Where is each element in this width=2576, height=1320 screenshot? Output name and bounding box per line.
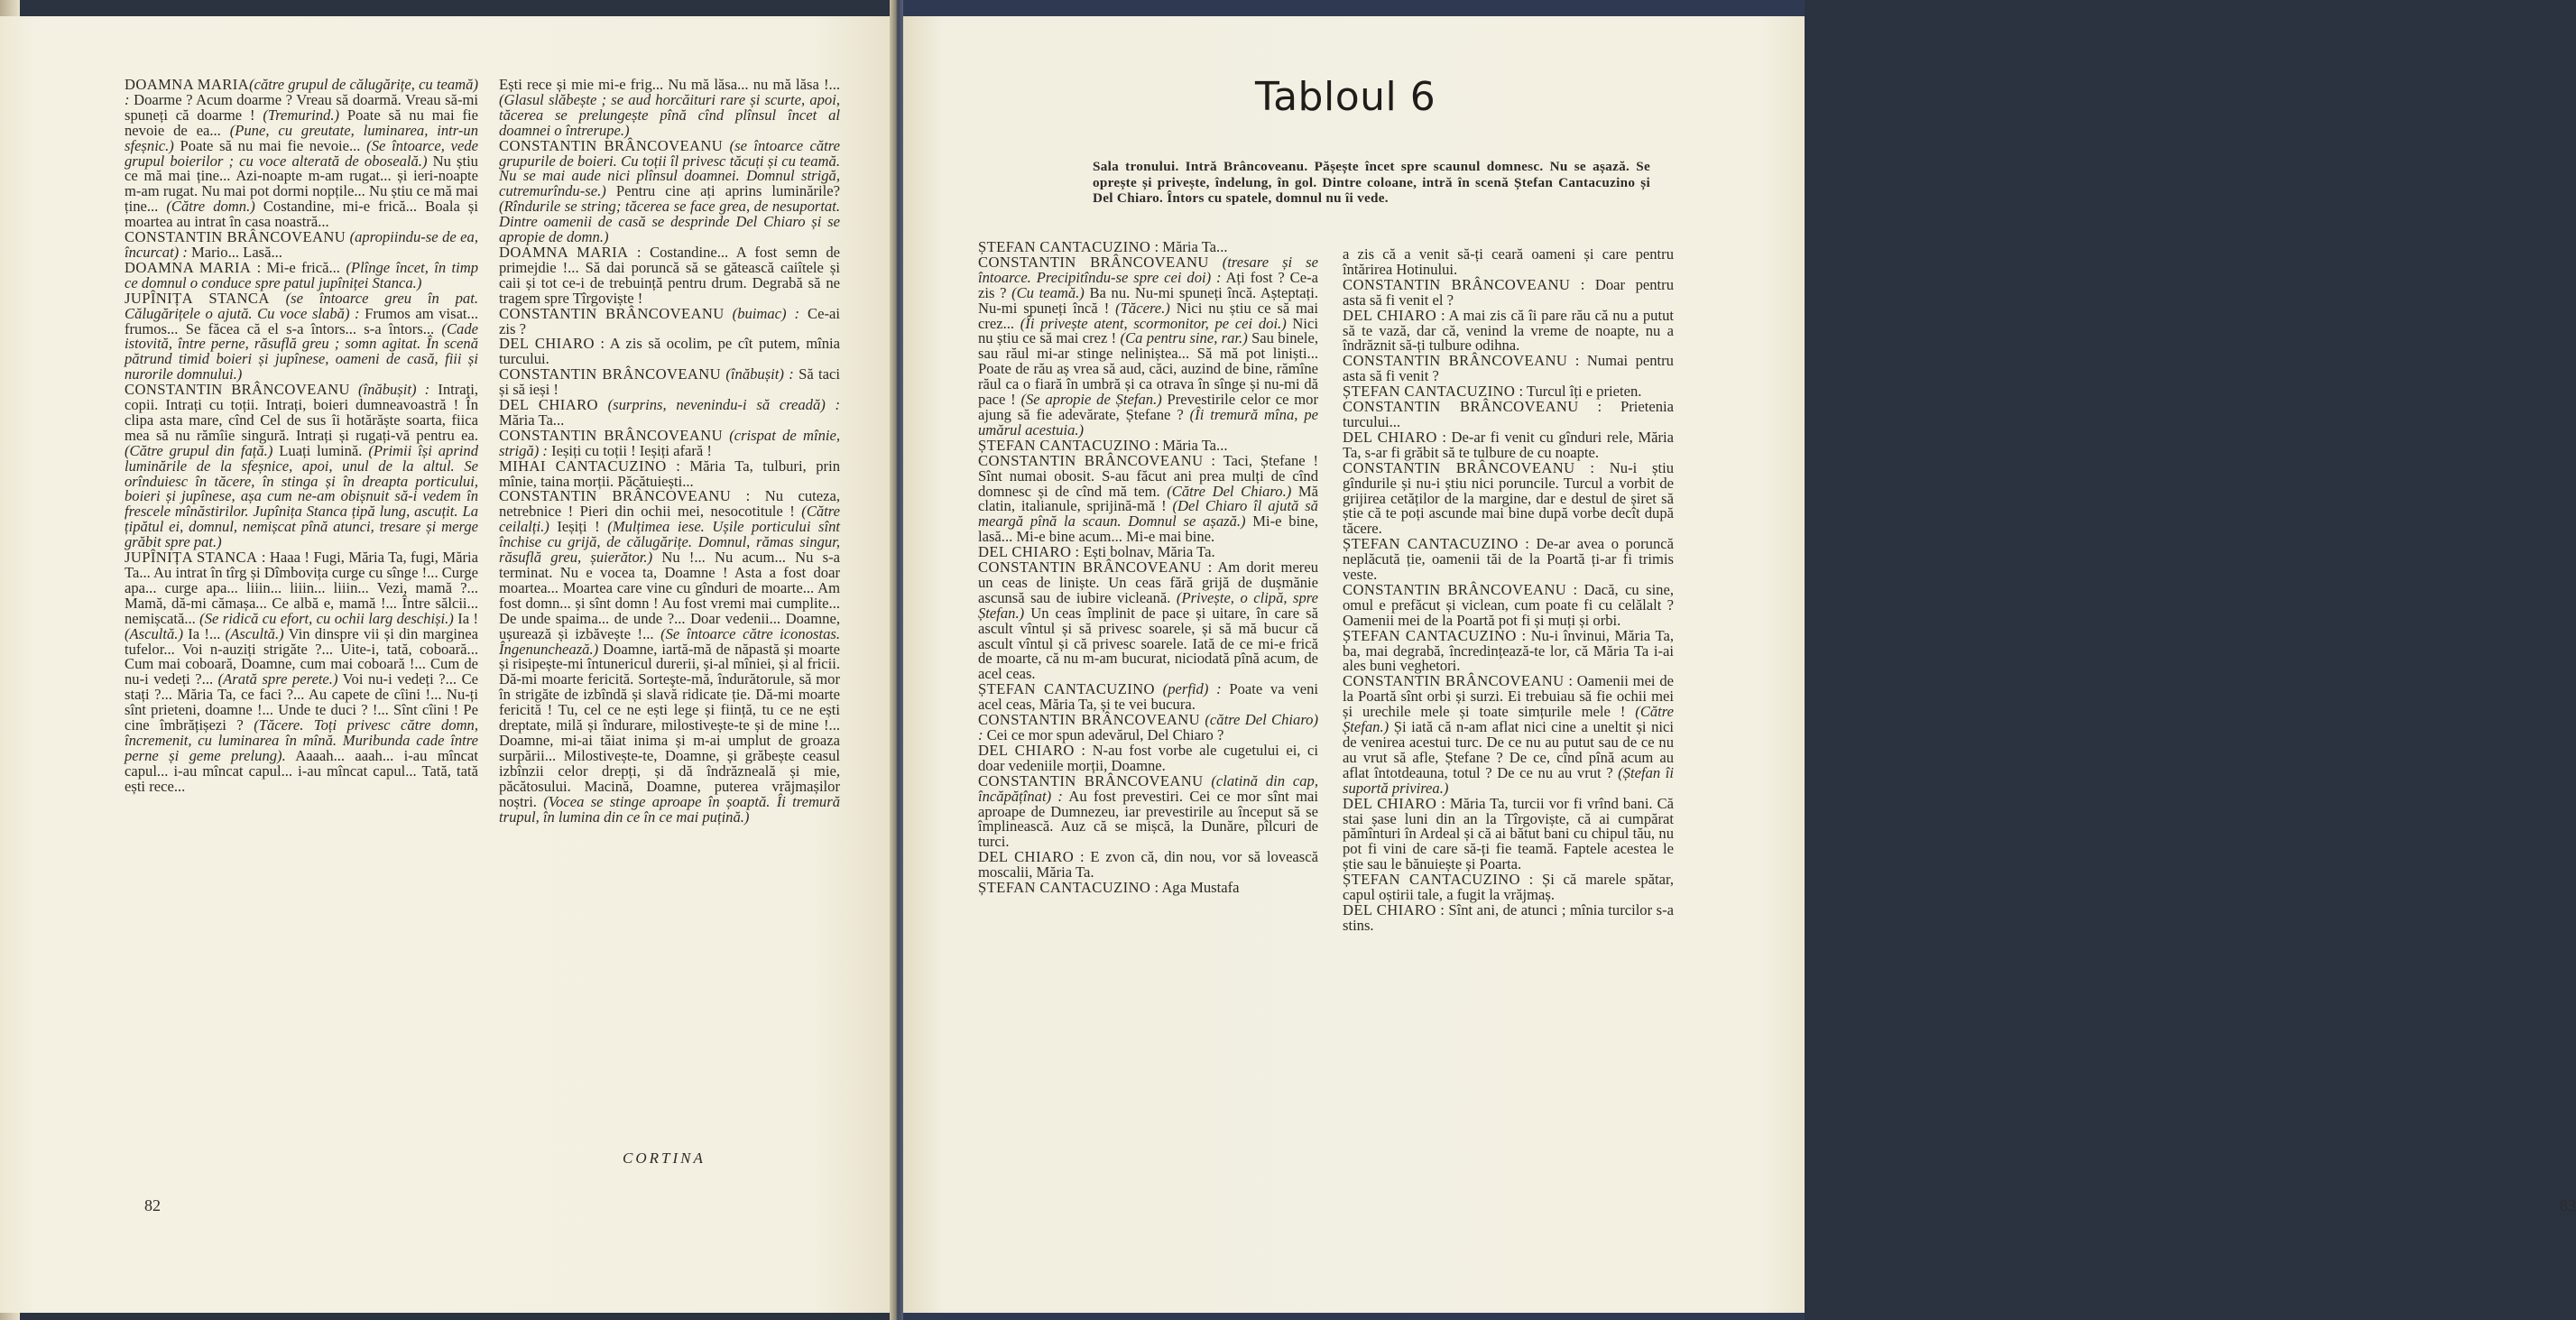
dialogue-paragraph [1343, 400, 1674, 430]
dialogue-paragraph [1343, 872, 1674, 903]
stage-direction: (Glasul slăbește ; se aud horcăituri rare și scurte, apoi, tăcerea se prelungește pînă cînd plînsul încet al doamnei o întrerupe.) [499, 90, 840, 139]
dialogue-text: : Mi-e frică... [251, 258, 340, 276]
dialogue-text: : N-au fost vorbe ale cugetului ei, ci doar vedeniile morții, Doamne. [978, 741, 1318, 774]
stage-direction: (Se întoarce, vede grupul boierilor ; cu voce alterată de oboseală.) [125, 136, 478, 170]
dialogue-text: Ieșiți cu toții ! Ieșiți afară ! [547, 441, 712, 459]
stage-direction: (Ștefan îi suportă privirea.) [1343, 763, 1674, 797]
dialogue-text: : Oamenii mei de la Poartă sînt orbi și surzi. Ei trebuiau să fie ochii mei și urechile mele și toate simțurile mele ! [1343, 672, 1675, 721]
speaker-name: JUPÎNIȚA STANCA [125, 289, 270, 307]
speaker-name: CONSTANTIN BRÂNCOVEANU [499, 426, 723, 444]
dialogue-paragraph [978, 713, 1318, 743]
dialogue-paragraph [978, 743, 1318, 774]
dialogue-text: Un ceas împlinit de pace și uitare, în care să ascult vîntul și să privesc soarele, și să mă bucur că ascult vîntul și că privesc soarele. Iată de ce mi-e frică de moarte, că nu m-am bucurat, niciodată pînă acum, de acel ceas. [978, 604, 1318, 683]
dialogue-paragraph [1343, 900, 1674, 934]
speaker-name: CONSTANTIN BRÂNCOVEANU [978, 558, 1202, 577]
stage-direction: (Del Chiaro îl ajută să meargă pînă la scaun. Domnul se așază.) [978, 497, 1318, 531]
speaker-name: DOAMNA MARIA [125, 76, 250, 93]
dialogue-paragraph [125, 78, 478, 230]
dialogue-paragraph [499, 337, 840, 367]
dialogue-text: Aaaah... aaah... i-au mîncat capul... i-au mîncat capul... i-au mîncat capul... Tată, tată ești rece... [125, 746, 479, 795]
dialogue-text: Mi-e bine, lasă... Mi-e bine acum... Mi-e mai bine. [978, 512, 1318, 546]
speaker-name: CONSTANTIN BRÂNCOVEANU [1343, 672, 1565, 690]
stage-direction: (surprins, nevenindu-i să creadă) : [597, 396, 841, 414]
stage-direction: (Îi tremură mîna, pe umărul acestuia.) [978, 405, 1318, 438]
dialogue-text: : Măria Ta, turcii vor fi vrînd bani. Că stai șase luni din an la Tîrgoviște, că ai cumpărat pămînturi în Ardeal și că ai bătut bani cu chipul tău, nu pot fi vini de care să-ți fie teamă. Faptele acestea le știe sau le bănuiește și Poarta. [1343, 794, 1674, 873]
speaker-name: CONSTANTIN BRÂNCOVEANU [1343, 580, 1567, 598]
dialogue-text: : Haaa ! Fugi, Măria Ta, fugi, Măria Ta... Au intrat în tîrg și Dîmbovița curge cu sînge !... Curge apa... curge apa... liiin... liiin... liiin... Vezi, mamă ?... Mamă, dă-mi cămașa... Ce albă e, mamă !... Între sălcii... nemișcată... [125, 549, 478, 627]
dialogue-paragraph [1343, 430, 1674, 461]
scene-title: Tabloul 6 [1255, 74, 1436, 120]
dialogue-paragraph [499, 426, 840, 459]
dialogue-text: Nu !... Nu acum... Nu s-a terminat. Nu e vocea ta, Doamne ! Asta a fost doar moartea... Moartea care vine cu gînduri de moarte... Am fost domn... și sînt domn ! Au fost vremi mai cumplite... De unde spaima... de unde ?... Doar vedenii... Doamne, ușurează și izbăvește !... [499, 549, 840, 642]
dialogue-paragraph [499, 459, 840, 490]
dialogue-text: : De-ar fi venit cu gînduri rele, Măria Ta, s-ar fi grăbit să te tulbure de cu noapte. [1343, 428, 1674, 461]
stage-direction: (clatină din cap, încăpățînat) : [978, 771, 1318, 805]
speaker-name: CONSTANTIN BRÂNCOVEANU [1343, 352, 1568, 370]
page-number-right: 83 [2560, 1196, 2576, 1214]
dialogue-text: Poate va veni acel ceas, Măria Ta, și te vei bucura. [978, 680, 1318, 714]
stage-direction: (Arată spre perete.) [213, 670, 338, 688]
speaker-name: DEL CHIARO [978, 543, 1072, 561]
speaker-name: DEL CHIARO [978, 848, 1075, 866]
dialogue-text: Ați fost ? Ce-a zis ? [978, 268, 1318, 301]
dialogue-text: : Nu-i învinui, Măria Ta, ba, mai degrabă, încredințează-te lor, că Măria Ta i-ai ales buni veghetori. [1343, 626, 1674, 675]
dialogue-paragraph [1343, 306, 1674, 355]
dialogue-text: : Turcul îți e prieten. [1515, 383, 1642, 401]
right-page-column-2 [1343, 247, 1674, 934]
dialogue-text: : Taci, Ștefane ! Sînt numai obosit. S-au făcut ani prea mulți de cînd domnesc și de cînd mă tem. [978, 451, 1319, 500]
dialogue-paragraph [1343, 626, 1674, 675]
speaker-name: CONSTANTIN BRÂNCOVEANU [978, 451, 1204, 469]
stage-direction: (Privește, o clipă, spre Ștefan.) [978, 588, 1318, 622]
dialogue-text: Și iată că n-am aflat nici cine a uneltit și nici de venirea acestui turc. De ce nu au putut sau de ce nu au vrut să afle, Ștefane ? De ce, cînd pînă acum au aflat întotdeauna, totul ? De ce nu au vrut ? [1343, 718, 1674, 781]
dialogue-text: Să taci și să ieși ! [499, 365, 840, 399]
stage-direction: (Îi privește atent, scormonitor, pe cei doi.) [1014, 314, 1287, 332]
speaker-name: ȘTEFAN CANTACUZINO [1343, 535, 1519, 553]
dialogue-text: a zis că a venit să-ți ceară oameni și care pentru întărirea Hotinului. [1343, 245, 1674, 278]
stage-direction: (Cade istovită, între perne, răsuflă greu ; somn agitat. În scenă pătrund timid boieri și jupînese, oameni de casă, fiii și nurorile domnului.) [125, 319, 478, 383]
dialogue-paragraph [125, 550, 478, 795]
stage-direction: (Către ceilalți.) [499, 503, 840, 536]
dialogue-text: Poate să nu mai fie nevoie... [173, 136, 361, 154]
dialogue-text: Voi nu-i vedeți ?... Ce stați ?... Măria Ta, ce faci ?... Au capete de cîini !... Nu-ți sînt prieteni, doamne !... Unde te duci ? !... Sînt cîini ! Pe cine îmbrățișezi ? [125, 670, 478, 734]
stage-direction: (se întoarce către grupurile de boieri. Cu toții îl privesc tăcuți și cu teamă. Nu se mai aude nici plînsul doamnei. Domnul strigă, cutremurîndu-se.) [499, 136, 840, 200]
dialogue-text: : E zvon că, din nou, vor să lovească moscalii, Măria Ta. [978, 848, 1318, 882]
dialogue-paragraph [1343, 674, 1674, 796]
stage-direction: (Ascultă.) [220, 624, 284, 642]
dialogue-text: : Sînt ani, de atunci ; mînia turcilor s-a stins. [1343, 900, 1674, 934]
stage-direction: (Tăcere.) [1109, 299, 1170, 317]
dialogue-text: : Dacă, cu sine, omul e prefăcut și viclean, cum poate fi cu celălalt ? Oamenii mei de la Poartă pot fi și muți și orbi. [1343, 580, 1674, 629]
dialogue-text: : A mai zis că îi pare rău că nu a putut să te vază, dar că, venind la vreme de noapte, nu a îndrăznit să-ți tulbure odihna. [1343, 306, 1674, 355]
stage-direction: (Se apropie de Ștefan.) [1015, 391, 1162, 409]
curtain-label: CORTINA [623, 1149, 706, 1167]
dialogue-text: : Nu cuteza, netrebnice ! Pieri din ochii mei, nesocotitule ! [499, 487, 841, 521]
stage-direction: (Către domn.) [158, 198, 255, 216]
dialogue-text: Nu știu ce mă mai ține... Azi-noapte m-am rugat... și ieri-noapte m-am rugat. Nu mai pot dormi nopțile... Nu știu ce mă mai ține... [125, 152, 478, 216]
speaker-name: CONSTANTIN BRÂNCOVEANU [978, 253, 1209, 271]
stage-direction: (Ca pentru sine, rar.) [1116, 329, 1248, 347]
stage-direction: (apropiindu-se de ea, încurcat) : [125, 228, 478, 261]
dialogue-paragraph [1343, 794, 1674, 873]
dialogue-paragraph [499, 245, 840, 307]
dialogue-text: : Și că marele spătar, capul oștirii tale, a fugit la vrăjmaș. [1343, 871, 1674, 904]
dialogue-text: Mario... Lasă... [187, 243, 282, 261]
speaker-name: MIHAI CANTACUZINO [499, 457, 667, 475]
stage-direction: (Către Ștefan.) [1343, 703, 1674, 736]
dialogue-paragraph [978, 771, 1318, 851]
speaker-name: DOAMNA MARIA [125, 258, 252, 276]
dialogue-paragraph [499, 304, 840, 337]
speaker-name: DEL CHIARO [978, 741, 1075, 759]
speaker-name: CONSTANTIN BRÂNCOVEANU [978, 711, 1201, 729]
stage-direction: (Către grupul din față.) [125, 441, 273, 459]
dialogue-text: Poate să nu mai fie nevoie de ea... [125, 106, 478, 139]
scene-stage-direction: Sala tronului. Intră Brâncoveanu. Pășește încet spre scaunul domnesc. Nu se așază. Se oprește și privește, îndelung, în gol. Dintre coloane, intră în scenă Ștefan Cantacuzino și Del Chiaro. Întors cu spatele, domnul nu îi vede. [1093, 159, 1650, 207]
speaker-name: CONSTANTIN BRÂNCOVEANU [1343, 398, 1579, 416]
dialogue-text: : Măria Ta... [1150, 436, 1228, 454]
speaker-name: ȘTEFAN CANTACUZINO [1343, 626, 1517, 644]
stage-direction: (Se ridică cu efort, cu ochii larg deschiși.) [195, 609, 454, 627]
book-spine [890, 0, 903, 1320]
stage-direction: (către Del Chiaro) : [978, 711, 1318, 743]
dialogue-text: Au fost prevestiri. Cei ce mor sînt mai aproape de Dumnezeu, iar prevestirile au început să se împlinească. Auz că se mișcă, la Dunăre, pîlcuri de turci. [978, 787, 1318, 851]
dialogue-text: Ce-ai zis ? [499, 304, 840, 337]
dialogue-text: Ba nu. Nu-mi spuneți încă. Așteptați. Nu-mi spuneți încă ! [978, 283, 1318, 317]
dialogue-text: : Prietenia turcului... [1343, 398, 1674, 430]
speaker-name: ȘTEFAN CANTACUZINO [978, 436, 1151, 454]
dialogue-text: Pentru cine ați aprins luminările? [605, 182, 840, 200]
speaker-name: ȘTEFAN CANTACUZINO [978, 680, 1155, 698]
dialogue-paragraph [978, 881, 1318, 896]
speaker-name: DEL CHIARO [1343, 900, 1436, 918]
right-page [903, 16, 2576, 1313]
speaker-name: DEL CHIARO [499, 396, 598, 414]
dialogue-paragraph [1343, 580, 1674, 629]
dialogue-paragraph [499, 398, 840, 429]
dialogue-text: : Nu-i știu gîndurile și nu-i știu nici poruncile. Turcul a vorbit de grijirea cetăților de la margine, dar e destul de șiret să știe că te poți ascunde mai bine după vorbe decît după tăcere. [1343, 458, 1674, 538]
dialogue-text: Măria Ta... [499, 411, 565, 429]
speaker-name: CONSTANTIN BRÂNCOVEANU [978, 771, 1204, 789]
stage-direction: (Rîndurile se string; tăcerea se face grea, de nesuportat. Dintre oamenii de casă se desprinde Del Chiaro și se apropie de domn.) [499, 198, 840, 246]
dialogue-text: Costandine, mi-e frică... Boala și moartea au intrat în casa noastră... [125, 198, 478, 231]
dialogue-text: Mă clatin, italianule, sprijină-mă ! [978, 482, 1318, 515]
speaker-name: CONSTANTIN BRÂNCOVEANU [1343, 275, 1571, 293]
stage-direction: (înăbușit) : [349, 381, 430, 399]
dialogue-paragraph [978, 451, 1319, 546]
dialogue-text: Intrați, copii. Intrați cu toții. Intrați, boieri dumneavoastră ! În clipa asta mare, cînd Cel de sus îi hotărăște soarta, fiica mea să nu rămîie singură. Intrați și rugați-vă pentru ea. [125, 381, 478, 444]
dialogue-text: Nici nu știu ce să mai crez ! [978, 314, 1318, 347]
dialogue-text: Doarme ? Acum doarme ? Vreau să doarmă. Vreau să-mi spuneți că doarme ! [125, 90, 478, 124]
dialogue-paragraph [1343, 354, 1674, 384]
stage-direction: (Cu teamă.) [1006, 283, 1085, 301]
stage-direction: (Tăcere. Toți privesc către domn, încremenit, cu luminarea în mînă. Muribunda cade între perne și geme prelung). [125, 716, 478, 764]
speaker-name: ȘTEFAN CANTACUZINO [978, 879, 1151, 897]
speaker-name: JUPÎNIȚA STANCA [125, 549, 258, 567]
dialogue-paragraph [499, 78, 840, 139]
dialogue-paragraph [125, 258, 478, 291]
dialogue-text: : A zis să ocolim, pe cît putem, mînia turcului. [499, 335, 840, 368]
stage-direction: (perfid) : [1154, 680, 1222, 698]
stage-direction: (Mulțimea iese. Ușile porticului sînt închise cu grijă, de călugărițe. Domnul, rămas singur, răsuflă greu, șuierător.) [499, 518, 840, 567]
stage-direction: (Primii își aprind luminările de la sfeșnice, apoi, unul de la altul. Se orînduiesc în tăcere, în stinga și în dreapta porticului, boieri și jupînese, așa cum ne-am obișnuit să-i vedem în frescele mînăstirilor. Jupînița Stanca țipă lung, ascuțit. La țipătul ei, domnul, nemișcat pînă atunci, tresare și merge grăbit spre pat.) [125, 441, 478, 551]
speaker-name: DEL CHIARO [1343, 306, 1437, 324]
dialogue-text: Sau binele, sau răul mi-ar stinge neliniștea... Să mă pot liniști... Poate de rău aș vrea să aud, căci, auzind de bine, rămîne răul ca o fiară în umbră și ca otrava în sînge și nu-mi dă pace ! [978, 329, 1319, 409]
dialogue-paragraph [1343, 247, 1674, 278]
dialogue-text: : Măria Ta... [1150, 238, 1228, 255]
speaker-name: DEL CHIARO [1343, 428, 1437, 446]
speaker-name: DOAMNA MARIA [499, 243, 629, 261]
left-page-column-2 [499, 78, 840, 825]
dialogue-text: Ia !... [182, 624, 221, 642]
dialogue-text: Cei ce mor spun adevărul, Del Chiaro ? [983, 726, 1224, 743]
dialogue-text: : Numai pentru asta să fi venit ? [1343, 352, 1674, 385]
dialogue-text: : Ești bolnav, Măria Ta. [1071, 543, 1215, 561]
dialogue-paragraph [978, 682, 1318, 713]
dialogue-text: Doamne, iartă-mă de năpastă și moarte și risipește-mi întunericul durerii, și-al mîniei, și al fricii. Dă-mi moarte fericită. Sorteşte-mă, îndurătorule, să mor în strigăte de izbîndă și slavă ridicate ție. Dă-mi moarte fericită ! Tu, cel ce ne ești lege și ființă, tu ce ne ești dreptate, milă și îndurare, milostivește-te și de mine !... Doamne, mi-ai tăiat inima și m-ai umplut de groaza surpării... Milostivește-te, Doamne, și grăbește ceasul izbînzii celor drepți, și dă îndrăzneală și mie, păcătosului. Macină, Doamne, puterea vrăjmașilor noștri. [499, 640, 840, 810]
dialogue-paragraph [1343, 537, 1674, 583]
speaker-name: DEL CHIARO [1343, 794, 1437, 812]
dialogue-paragraph [125, 230, 478, 261]
speaker-name: ȘTEFAN CANTACUZINO [1343, 383, 1516, 401]
stage-direction: (se întoarce greu în pat. Călugărițele o ajută. Cu voce slabă) : [125, 289, 478, 322]
dialogue-text: : Doar pentru asta să fi venit el ? [1343, 275, 1674, 309]
page-number-left: 82 [144, 1196, 161, 1214]
dialogue-text: Ești rece și mie mi-e frig... Nu mă lăsa... nu mă lăsa !... [499, 76, 840, 93]
left-page [0, 16, 890, 1313]
dialogue-text: : Costandine... A fost semn de primejdie !... Să dai poruncă să se gătească caiîtele și caii și tot ce-i de trebuință pentru drum. Degrabă să ne tragem spre Tîrgoviște ! [499, 243, 840, 307]
speaker-name: CONSTANTIN BRÂNCOVEANU [499, 136, 724, 154]
speaker-name: ȘTEFAN CANTACUZINO [978, 238, 1151, 255]
speaker-name: CONSTANTIN BRÂNCOVEANU [499, 304, 725, 322]
dialogue-paragraph [978, 255, 1318, 438]
dialogue-paragraph [125, 383, 478, 550]
stage-direction: (către grupul de călugărițe, cu teamă) : [125, 76, 478, 108]
dialogue-text: : Măria Ta, tulburi, prin mînie, taina morții. Păcătuiești... [499, 457, 840, 490]
stage-direction: (Se întoarce către iconostas. Îngenunchează.) [499, 624, 840, 658]
dialogue-paragraph [1343, 275, 1674, 309]
dialogue-text: : Aga Mustafa [1150, 879, 1240, 897]
dialogue-text: : De-ar avea o poruncă neplăcută ție, oamenii tăi de la Poartă ți-ar fi trimis veste. [1343, 535, 1674, 584]
speaker-name: CONSTANTIN BRÂNCOVEANU [499, 487, 732, 505]
dialogue-text: Nici nu știu ce să mai crez... [978, 299, 1319, 332]
stage-direction: (Ascultă.) [125, 624, 183, 642]
dialogue-text: Vin dinspre vii și din marginea tufelor... Voi n-auziți strigăte ?... Uite-i, tată, coboară... Cum mai coboară, Doamne, cum mai coboară !... Cum de nu-i vedeți ?... [125, 624, 478, 688]
left-page-column-2-body [499, 78, 840, 825]
stage-direction: (crispat de mînie, strigă) : [499, 426, 840, 459]
dialogue-text: Ieșiți ! [549, 518, 600, 536]
right-page-column-1 [978, 240, 1318, 896]
dialogue-paragraph [499, 136, 840, 246]
dialogue-paragraph [1343, 458, 1674, 538]
speaker-name: DEL CHIARO [499, 335, 595, 353]
dialogue-text: Frumos am visat... frumos... Se făcea că el s-a întors... s-a întors... [125, 304, 478, 337]
speaker-name: CONSTANTIN BRÂNCOVEANU [125, 381, 350, 399]
dialogue-text: : Am dorit mereu un ceas de liniște. Un ceas fără grijă de dușmănie ascunsă sau de iubire vicleană. [978, 558, 1318, 606]
dialogue-paragraph [978, 560, 1318, 682]
dialogue-paragraph [125, 291, 478, 383]
left-page-column-1 [125, 78, 478, 795]
stage-direction: (Pune, cu greutate, luminarea, intr-un sfeșnic.) [125, 121, 478, 154]
dialogue-paragraph [499, 489, 840, 825]
stage-direction: (Către Del Chiaro.) [1159, 482, 1292, 500]
dialogue-paragraph [978, 850, 1318, 881]
stage-direction: (Tremurind.) [254, 106, 340, 124]
stage-direction: (Plînge încet, în timp ce domnul o conduce spre patul jupîniței Stanca.) [125, 258, 478, 291]
dialogue-text: Prevestirile celor ce mor ajung să fie adevărate, Ștefane ? [978, 391, 1318, 423]
stage-direction: (înăbușit) : [721, 365, 794, 383]
stage-direction: (Vocea se stinge aproape în șoaptă. Îi tremură trupul, în lumina din ce în ce mai puțină.) [499, 792, 840, 826]
speaker-name: CONSTANTIN BRÂNCOVEANU [1343, 458, 1575, 476]
stage-direction: (tresare și se întoarce. Precipitîndu-se spre cei doi) : [978, 253, 1318, 286]
dialogue-text: Ia ! [453, 609, 479, 627]
stage-direction: (buimac) : [724, 304, 800, 322]
dialogue-text: Luați lumină. [272, 441, 363, 459]
speaker-name: CONSTANTIN BRÂNCOVEANU [499, 365, 722, 383]
speaker-name: CONSTANTIN BRÂNCOVEANU [125, 228, 346, 246]
speaker-name: ȘTEFAN CANTACUZINO [1343, 871, 1520, 889]
dialogue-paragraph [499, 367, 840, 398]
